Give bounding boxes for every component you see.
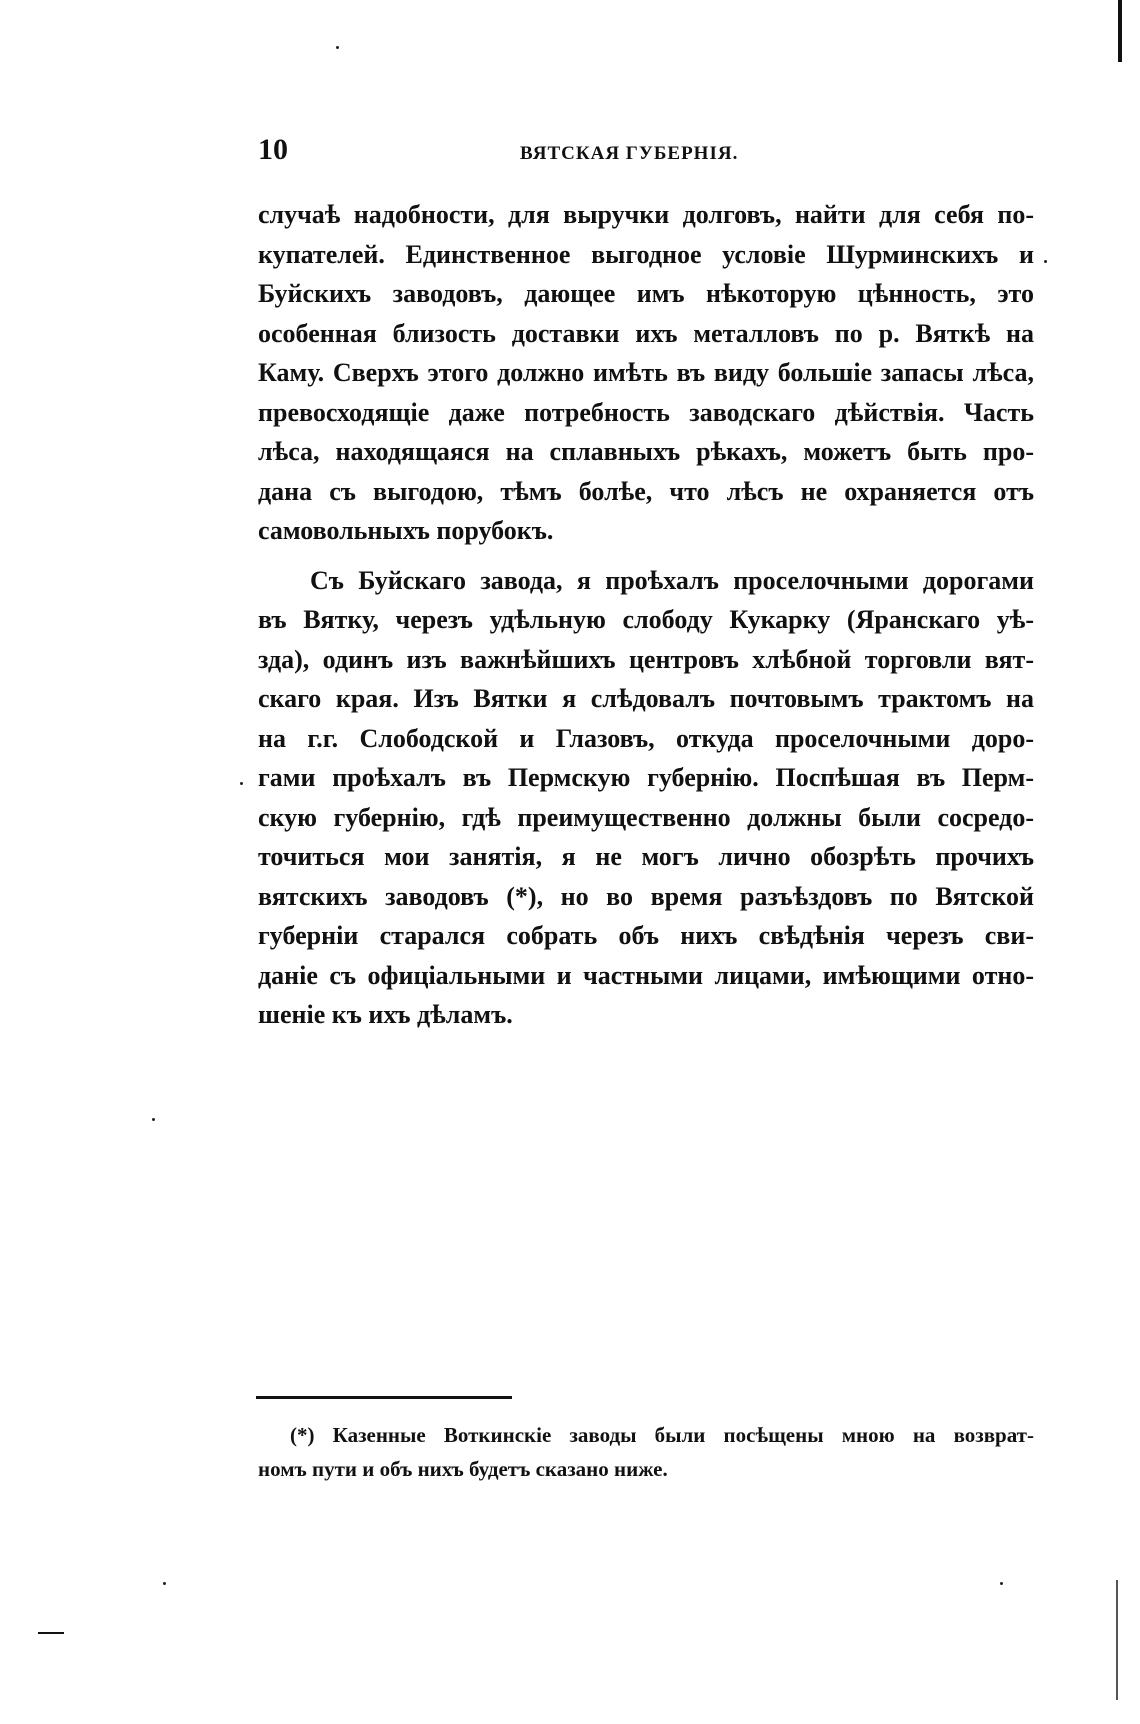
text-line: превосходящіе даже потребность заводскаго дѣйствія. Часть (258, 397, 1034, 427)
scan-margin-mark (38, 1632, 64, 1634)
text-line: купателей. Единственное выгодное условіе Шурминскихъ и (258, 239, 1034, 269)
text-line: Съ Буйскаго завода, я проѣхалъ проселочными дорогами (310, 565, 1034, 595)
text-line: Буйскихъ заводовъ, дающее имъ нѣкоторую цѣнность, это (258, 279, 1034, 308)
footnote-divider (256, 1396, 512, 1399)
page-number: 10 (258, 133, 288, 166)
scan-edge-mark-bottom (1116, 1580, 1118, 1700)
text-line: даніе съ офиціальными и частными лицами, имѣющими отно- (258, 960, 1034, 990)
paragraph-gap (258, 551, 1034, 561)
text-line: Каму. Сверхъ этого должно имѣть въ виду большіе запасы лѣса, (258, 358, 1034, 387)
text-line: зда), одинъ изъ важнѣйшихъ центровъ хлѣбной торговли вят- (258, 644, 1034, 674)
scan-edge-mark-top (1118, 0, 1122, 62)
text-line: шеніе къ ихъ дѣламъ. (258, 1000, 513, 1029)
speck (1044, 260, 1047, 263)
text-line: гами проѣхалъ въ Пермскую губернію. Поспѣшая въ Перм- (258, 763, 1034, 792)
speck (1000, 1582, 1003, 1585)
text-line: на г.г. Слободской и Глазовъ, откуда проселочными доро- (258, 723, 1034, 753)
text-line: вятскихъ заводовъ (*), но во время разъѣздовъ по Вятской (258, 881, 1034, 911)
text-line: случаѣ надобности, для выручки долговъ, найти для себя по- (258, 200, 1034, 229)
speck (336, 46, 339, 49)
text-line: дана съ выгодою, тѣмъ болѣе, что лѣсъ не охраняется отъ (258, 476, 1034, 506)
text-line: точиться мои занятія, я не могъ лично обозрѣть прочихъ (258, 842, 1034, 871)
footnote-line: (*) Казенные Воткинскіе заводы были посѣщены мною на возврат- (290, 1423, 1034, 1447)
text-line: скаго края. Изъ Вятки я слѣдовалъ почтовымъ трактомъ на (258, 684, 1034, 713)
text-line: особенная близость доставки ихъ металловъ по р. Вяткѣ на (258, 318, 1034, 348)
body-text (258, 195, 1034, 1035)
text-line: скую губернію, гдѣ преимущественно должны были сосредо- (258, 802, 1034, 832)
speck (163, 1582, 166, 1585)
running-head: ВЯТСКАЯ ГУБЕРНІЯ. (520, 143, 739, 164)
footnote-line: номъ пути и объ нихъ будетъ сказано ниже. (258, 1457, 668, 1481)
text-line: самовольныхъ порубокъ. (258, 516, 554, 545)
speck (152, 1118, 155, 1121)
text-line: губерніи старался собрать объ нихъ свѣдѣнія черезъ сви- (258, 921, 1034, 950)
text-line: въ Вятку, черезъ удѣльную слободу Кукарку (Яранскаго уѣ- (258, 605, 1034, 634)
text-line: лѣса, находящаяся на сплавныхъ рѣкахъ, можетъ быть про- (258, 437, 1034, 466)
speck (240, 782, 243, 785)
footnote (258, 1418, 1034, 1486)
